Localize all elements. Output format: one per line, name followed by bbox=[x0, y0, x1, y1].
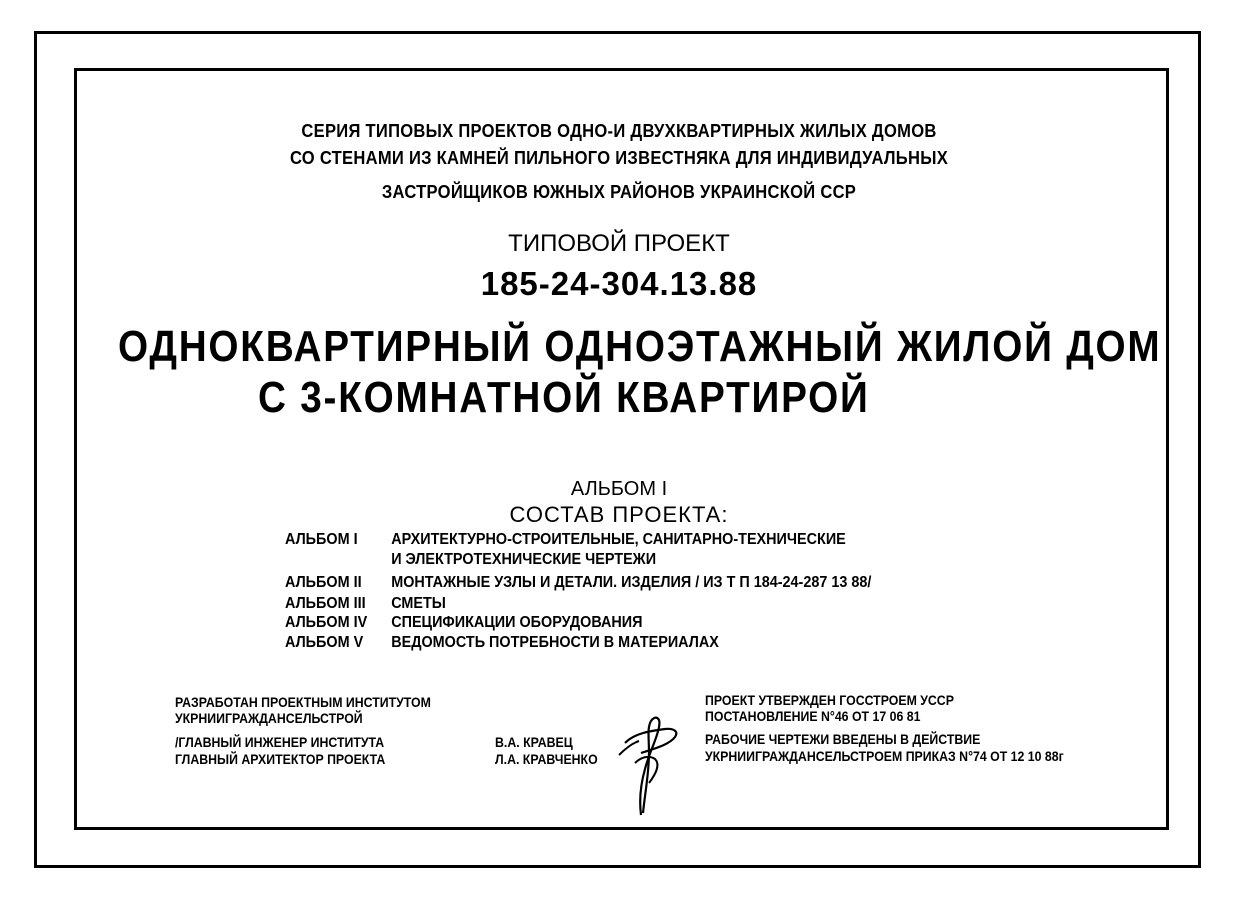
series-line-1: СЕРИЯ ТИПОВЫХ ПРОЕКТОВ ОДНО-И ДВУХКВАРТИРНЫХ ЖИЛЫХ ДОМОВ bbox=[301, 121, 937, 141]
chief-architect-role: ГЛАВНЫЙ АРХИТЕКТОР ПРОЕКТА bbox=[175, 751, 386, 767]
album-item bbox=[285, 634, 719, 652]
album-item-label: АЛЬБОМ III bbox=[285, 595, 366, 612]
series-line-2: СО СТЕНАМИ ИЗ КАМНЕЙ ПИЛЬНОГО ИЗВЕСТНЯКА ДЛЯ ИНДИВИДУАЛЬНЫХ bbox=[289, 148, 949, 168]
album-title: АЛЬБОМ I bbox=[570, 478, 668, 500]
album-item-text: СПЕЦИФИКАЦИИ ОБОРУДОВАНИЯ bbox=[391, 614, 643, 631]
developer-line-2: УКРНИИГРАЖДАНСЕЛЬСТРОЙ bbox=[175, 710, 363, 726]
handwritten-signature bbox=[605, 703, 685, 823]
album-item bbox=[285, 551, 656, 569]
series-line-3: ЗАСТРОЙЩИКОВ ЮЖНЫХ РАЙОНОВ УКРАИНСКОЙ ССР bbox=[381, 182, 857, 202]
composition-heading: СОСТАВ ПРОЕКТА: bbox=[509, 502, 729, 527]
album-item-label: АЛЬБОМ I bbox=[285, 531, 358, 548]
album-item-text: АРХИТЕКТУРНО-СТРОИТЕЛЬНЫЕ, САНИТАРНО-ТЕХНИЧЕСКИЕ bbox=[391, 531, 846, 548]
project-label: ТИПОВОЙ ПРОЕКТ bbox=[508, 230, 730, 257]
developer-line-1: РАЗРАБОТАН ПРОЕКТНЫМ ИНСТИТУТОМ bbox=[175, 694, 431, 710]
album-item bbox=[285, 531, 846, 549]
album-item-label: АЛЬБОМ IV bbox=[285, 614, 368, 631]
album-item-text: МОНТАЖНЫЕ УЗЛЫ И ДЕТАЛИ. ИЗДЕЛИЯ / ИЗ Т П 184-24-287 13 88/ bbox=[391, 574, 872, 591]
project-number: 185-24-304.13.88 bbox=[480, 265, 758, 302]
album-item-text: И ЭЛЕКТРОТЕХНИЧЕСКИЕ ЧЕРТЕЖИ bbox=[391, 551, 657, 568]
approval-line-4: УКРНИИГРАЖДАНСЕЛЬСТРОЕМ ПРИКАЗ N°74 ОТ 12 10 88г bbox=[705, 748, 1064, 764]
album-item bbox=[285, 614, 643, 632]
approval-line-3: РАБОЧИЕ ЧЕРТЕЖИ ВВЕДЕНЫ В ДЕЙСТВИЕ bbox=[705, 731, 981, 747]
approval-line-2: ПОСТАНОВЛЕНИЕ N°46 ОТ 17 06 81 bbox=[705, 708, 921, 724]
title-line-2: С 3-КОМНАТНОЙ КВАРТИРОЙ bbox=[258, 373, 870, 422]
title-line-1: ОДНОКВАРТИРНЫЙ ОДНОЭТАЖНЫЙ ЖИЛОЙ ДОМ bbox=[118, 322, 1162, 371]
chief-architect-name: Л.А. КРАВЧЕНКО bbox=[495, 751, 598, 767]
approval-line-1: ПРОЕКТ УТВЕРЖДЕН ГОССТРОЕМ УССР bbox=[705, 692, 954, 708]
chief-engineer-name: В.А. КРАВЕЦ bbox=[495, 734, 573, 750]
chief-engineer-role: /ГЛАВНЫЙ ИНЖЕНЕР ИНСТИТУТА bbox=[175, 734, 385, 750]
album-item-label: АЛЬБОМ V bbox=[285, 634, 364, 651]
album-item-text: ВЕДОМОСТЬ ПОТРЕБНОСТИ В МАТЕРИАЛАХ bbox=[391, 634, 719, 651]
album-item bbox=[285, 595, 446, 613]
album-item-text: СМЕТЫ bbox=[391, 595, 446, 612]
album-item-label: АЛЬБОМ II bbox=[285, 574, 362, 591]
album-item bbox=[285, 574, 871, 592]
